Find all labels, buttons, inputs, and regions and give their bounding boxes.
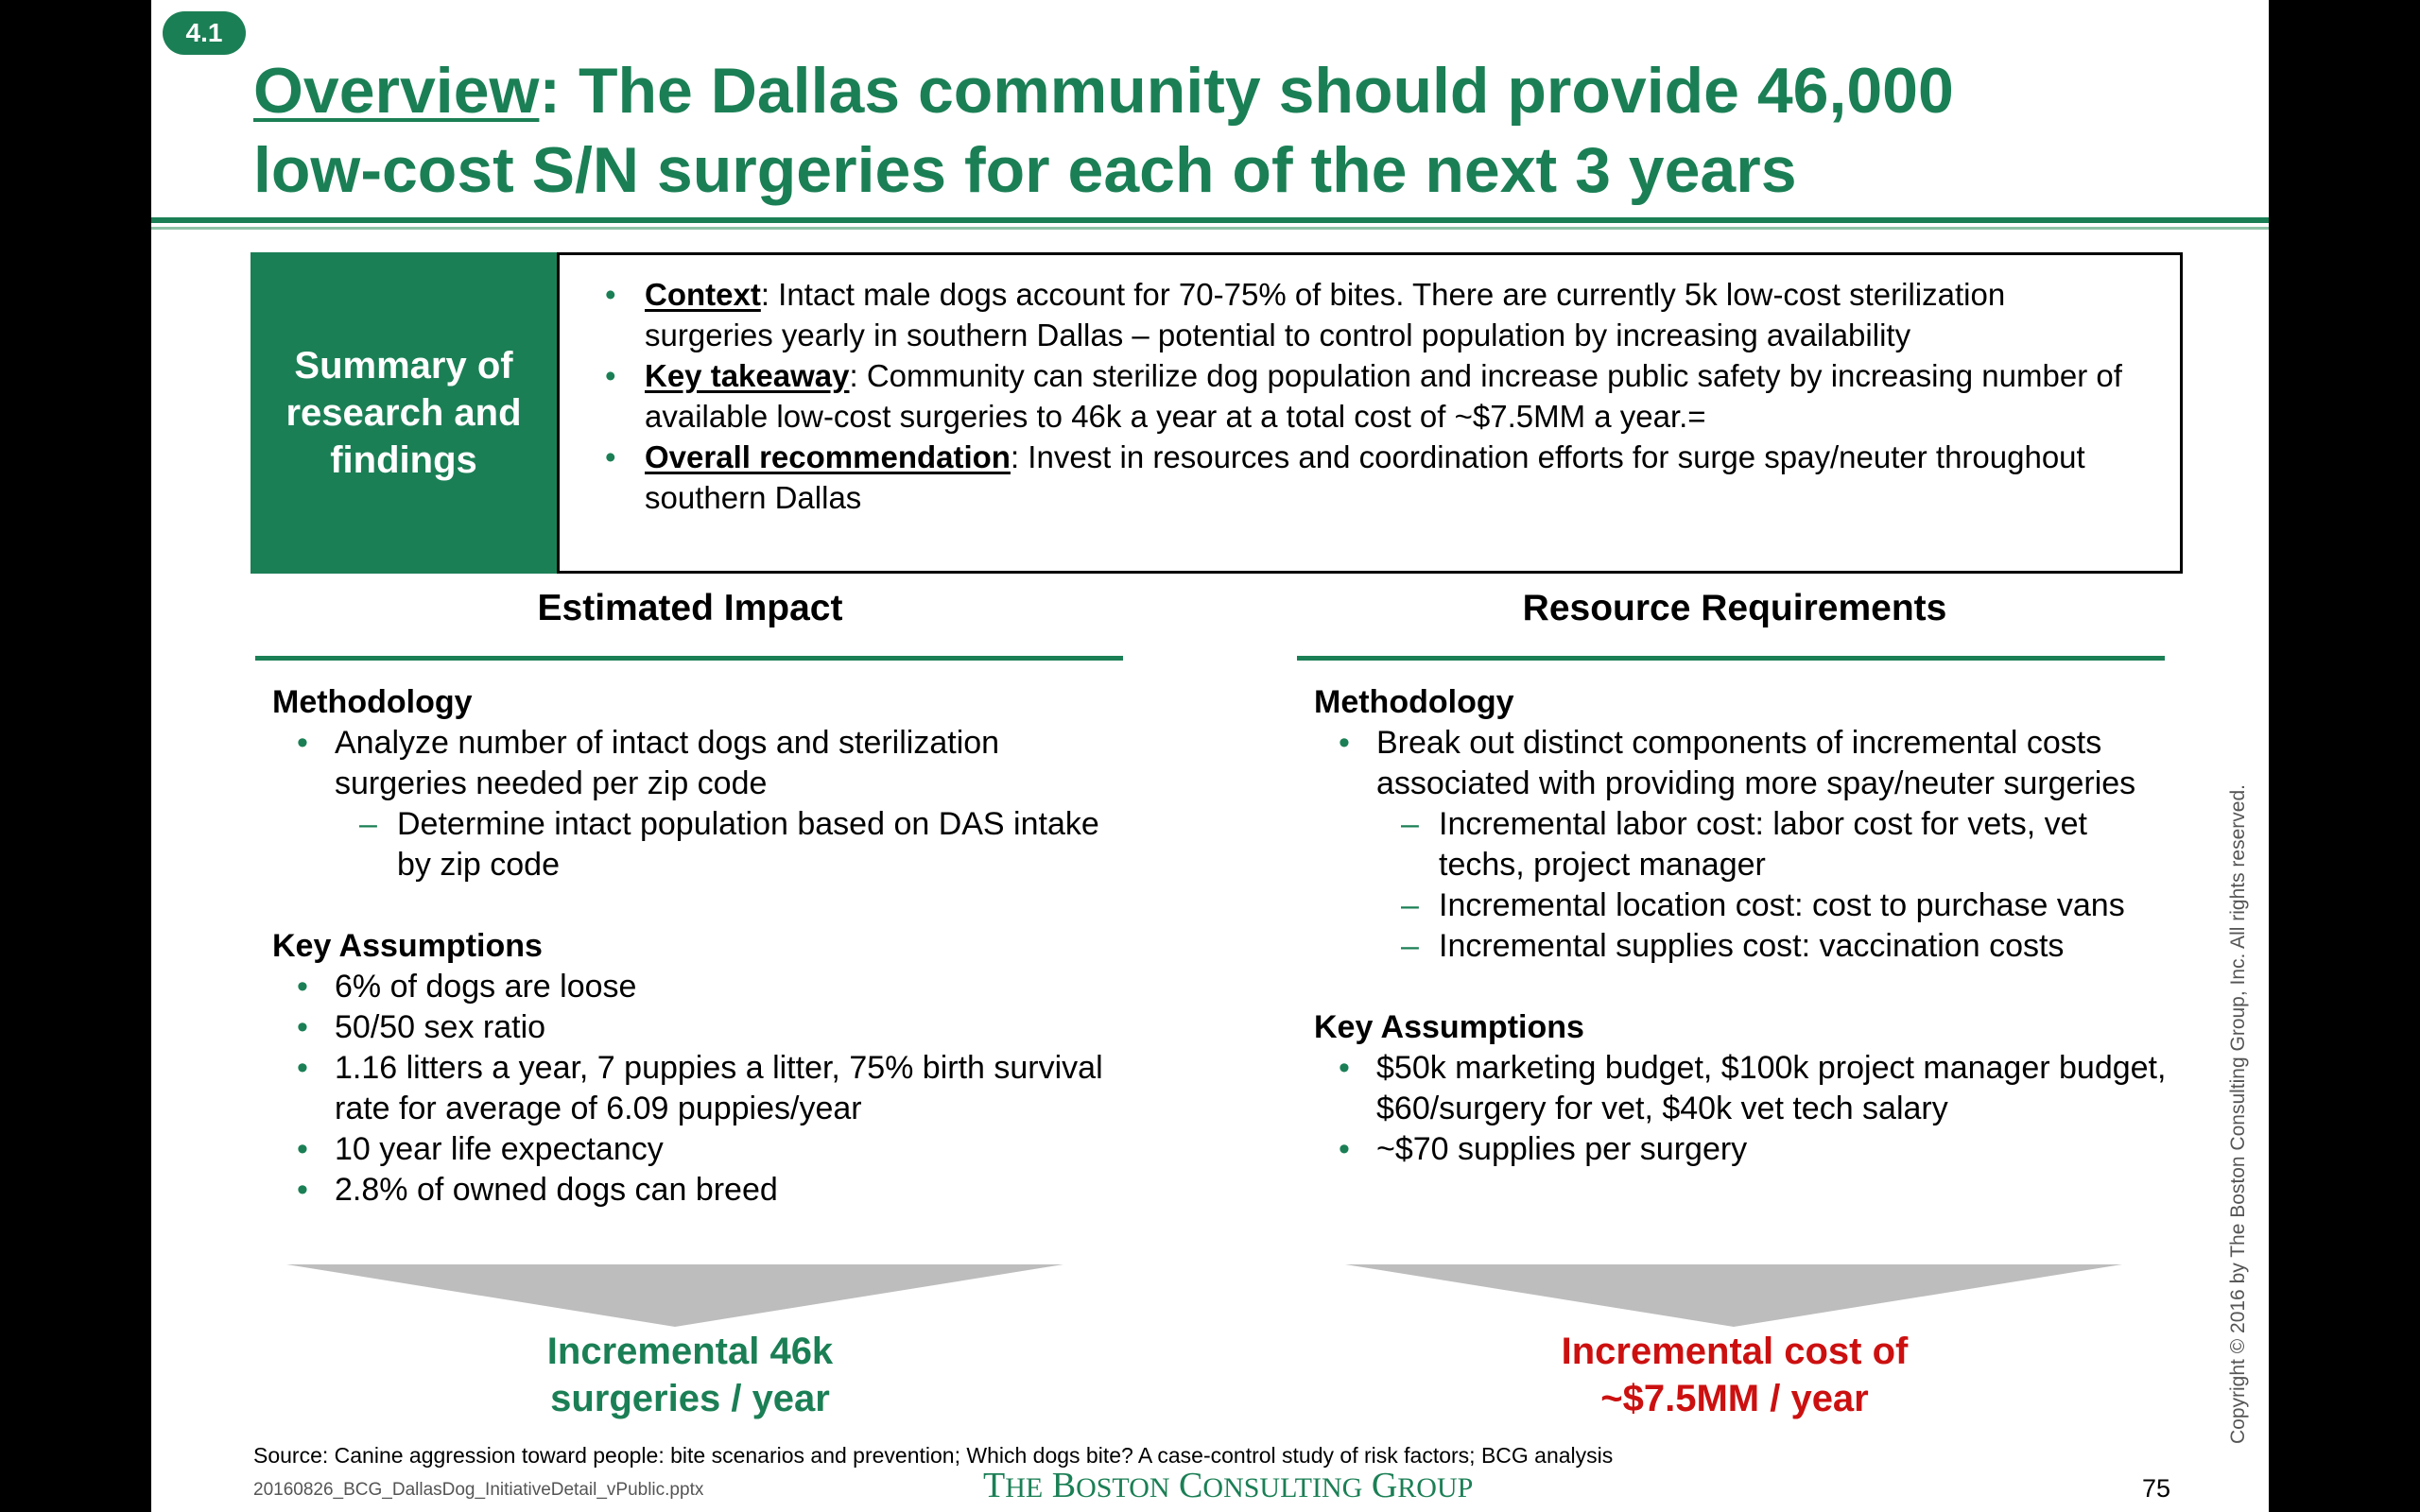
list-item: • 6% of dogs are loose: [272, 967, 1123, 1007]
list-subitem: – Incremental location cost: cost to purchase vans: [1314, 885, 2174, 926]
logo-part: ROUP: [1397, 1472, 1474, 1503]
title-underlined: Overview: [253, 55, 540, 127]
estimated-impact-body: [272, 682, 1123, 1211]
section-badge: 4.1: [163, 11, 246, 55]
logo-part: HE: [1005, 1472, 1044, 1503]
list-subitem: – Determine intact population based on DAS intake by zip code: [272, 804, 1123, 885]
methodology-title: Methodology: [272, 684, 473, 720]
resource-requirements-rule: [1297, 656, 2165, 661]
logo-part: OSTON: [1076, 1472, 1170, 1503]
key-assumptions-title: Key Assumptions: [272, 928, 543, 964]
summary-box: [557, 252, 2183, 574]
estimated-impact-rule: [255, 656, 1123, 661]
resource-requirements-body: [1314, 682, 2174, 1170]
summary-item-takeaway: [605, 355, 2142, 437]
result-line1: Incremental cost of: [1561, 1331, 1909, 1372]
resource-requirements-heading: Resource Requirements: [1522, 588, 1947, 628]
summary-item-sep: :: [1010, 439, 1020, 474]
copyright-notice: Copyright © 2016 by The Boston Consulting Group, Inc. All rights reserved.: [2227, 784, 2249, 1444]
result-line2: ~$7.5MM / year: [1600, 1378, 1869, 1419]
logo-part: T: [983, 1466, 1006, 1505]
title-divider-light: [151, 227, 2269, 230]
logo-part: G: [1371, 1466, 1398, 1505]
list-item: • 10 year life expectancy: [272, 1129, 1123, 1170]
list-item: • $50k marketing budget, $100k project manager budget, $60/surgery for vet, $40k vet tech salary: [1314, 1048, 2174, 1129]
summary-item-label: Key takeaway: [645, 358, 850, 393]
summary-item-recommendation: [605, 437, 2142, 518]
summary-item-label: Overall recommendation: [645, 439, 1011, 474]
summary-item-text: Invest in resources and coordination efforts for surge spay/neuter throughout southern Dallas: [645, 439, 2085, 515]
logo-part: C: [1179, 1466, 1203, 1505]
list-subitem: – Incremental supplies cost: vaccination costs: [1314, 926, 2174, 967]
key-assumptions-title: Key Assumptions: [1314, 1009, 1584, 1045]
source-note: Source: Canine aggression toward people: bite scenarios and prevention; Which dogs bite? A case-control study of risk factors; BCG analysis: [253, 1443, 1614, 1468]
title-line1: : The Dallas community should provide 46,000: [539, 55, 1954, 127]
list-subitem: – Incremental labor cost: labor cost for vets, vet techs, project manager: [1314, 804, 2174, 885]
estimated-impact-heading: Estimated Impact: [537, 588, 843, 628]
left-down-arrow: [286, 1264, 1063, 1327]
page-title: [253, 51, 2135, 210]
bcg-logo: [983, 1465, 1473, 1506]
list-item: • ~$70 supplies per surgery: [1314, 1129, 2174, 1170]
summary-item-sep: :: [760, 277, 770, 312]
summary-item-text: Intact male dogs account for 70-75% of bites. There are currently 5k low-cost sterilization surgeries yearly in southern Dallas – potential to control population by increasing availability: [645, 277, 2006, 352]
title-divider: [151, 217, 2269, 223]
summary-item-text: Community can sterilize dog population and increase public safety by increasing number of available low-cost surgeries to 46k a year at a total cost of ~$7.5MM a year.=: [645, 358, 2122, 434]
incremental-surgeries-result: [255, 1328, 1125, 1422]
list-item: • 50/50 sex ratio: [272, 1007, 1123, 1048]
title-line2: low-cost S/N surgeries for each of the next 3 years: [253, 134, 1797, 206]
list-item: • Break out distinct components of incremental costs associated with providing more spay/neuter surgeries: [1314, 723, 2174, 804]
list-item: • 2.8% of owned dogs can breed: [272, 1170, 1123, 1211]
summary-item-context: [605, 274, 2142, 355]
methodology-title: Methodology: [1314, 684, 1514, 720]
summary-label: Summary of research and findings: [251, 252, 557, 574]
result-line2: surgeries / year: [550, 1378, 830, 1419]
incremental-cost-result: [1300, 1328, 2169, 1422]
right-down-arrow: [1345, 1264, 2122, 1327]
page-number: 75: [2142, 1474, 2171, 1503]
summary-item-label: Context: [645, 277, 761, 312]
result-line1: Incremental 46k: [546, 1331, 834, 1372]
slide: [151, 0, 2269, 1512]
logo-part: B: [1051, 1466, 1077, 1505]
list-item: • Analyze number of intact dogs and sterilization surgeries needed per zip code: [272, 723, 1123, 804]
list-item: • 1.16 litters a year, 7 puppies a litter, 75% birth survival rate for average of 6.09 puppies/year: [272, 1048, 1123, 1129]
file-name: 20160826_BCG_DallasDog_InitiativeDetail_vPublic.pptx: [253, 1480, 704, 1500]
summary-item-sep: :: [849, 358, 858, 393]
logo-part: ONSULTING: [1202, 1472, 1363, 1503]
